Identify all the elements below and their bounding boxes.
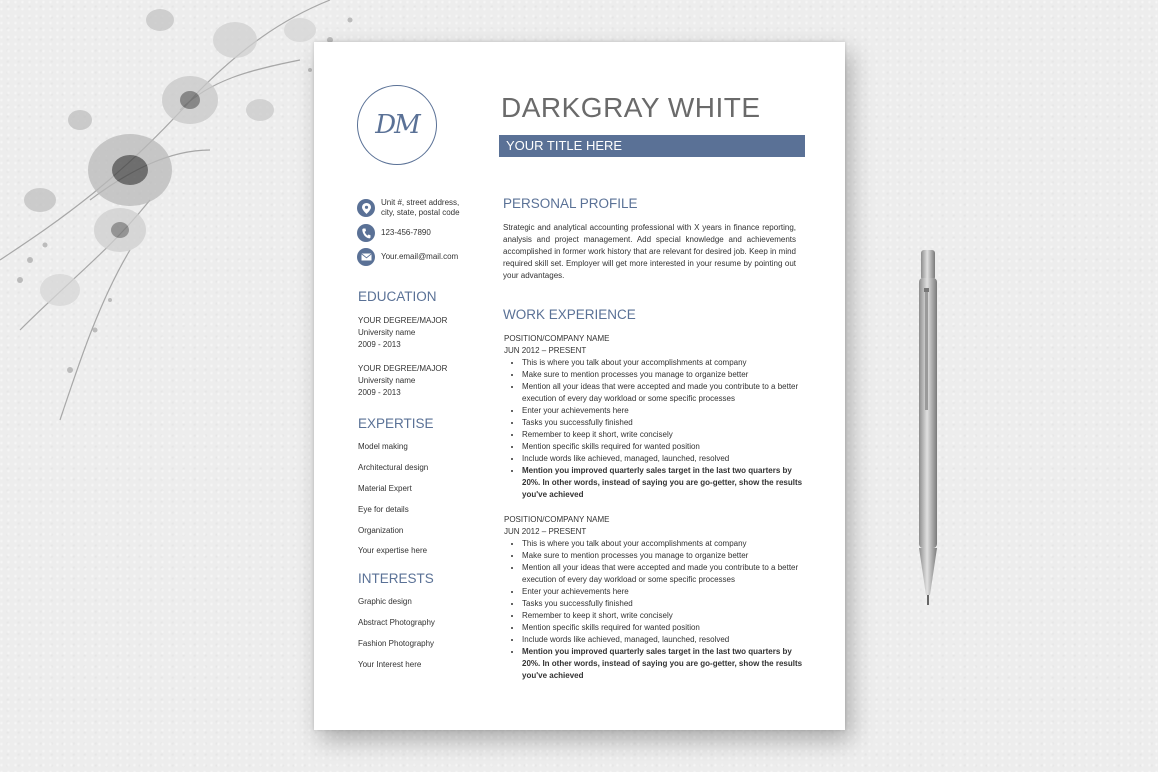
education-school: University name [358, 376, 416, 385]
job-dates: JUN 2012 – PRESENT [504, 346, 587, 355]
resume-title-bar [499, 135, 805, 157]
expertise-item: Eye for details [358, 505, 409, 514]
job-bullet: • Tasks you successfully finished [522, 417, 804, 429]
job-bullet: • This is where you talk about your accomplishments at company [522, 357, 804, 369]
interest-item: Your Interest here [358, 660, 422, 669]
job-position: POSITION/COMPANY NAME [504, 515, 610, 524]
job-bullet: • Mention you improved quarterly sales target in the last two quarters by 20%. In other words, instead of saying you are go-getter, show the results you've achieved [522, 646, 804, 682]
job-dates: JUN 2012 – PRESENT [504, 527, 587, 536]
expertise-heading: EXPERTISE [358, 416, 434, 431]
education-degree: YOUR DEGREE/MAJOR [358, 316, 448, 325]
job-bullet: • Tasks you successfully finished [522, 598, 804, 610]
education-school: University name [358, 328, 416, 337]
expertise-item: Material Expert [358, 484, 412, 493]
resume-title: YOUR TITLE HERE [506, 138, 623, 153]
job-bullets [504, 357, 804, 501]
resume-name: DARKGRAY WHITE [501, 92, 761, 123]
job-position: POSITION/COMPANY NAME [504, 334, 610, 343]
job-bullet: • Mention specific skills required for wanted position [522, 622, 804, 634]
phone-icon [357, 224, 375, 242]
interest-item: Fashion Photography [358, 639, 435, 648]
experience-heading: WORK EXPERIENCE [503, 307, 636, 322]
address-line-1: Unit #, street address, [381, 198, 460, 207]
expertise-item: Organization [358, 526, 404, 535]
email-address: Your.email@mail.com [381, 252, 459, 261]
job-bullet: • Make sure to mention processes you manage to organize better [522, 550, 804, 562]
education-years: 2009 - 2013 [358, 340, 401, 349]
interest-item: Graphic design [358, 597, 412, 606]
expertise-item: Your expertise here [358, 546, 428, 555]
job-entry [504, 333, 804, 501]
job-bullet: • Remember to keep it short, write concisely [522, 429, 804, 441]
expertise-item: Architectural design [358, 463, 429, 472]
job-bullet: • Enter your achievements here [522, 586, 804, 598]
contact-email [357, 248, 487, 266]
job-bullet: • This is where you talk about your accomplishments at company [522, 538, 804, 550]
phone-number: 123-456-7890 [381, 228, 431, 237]
job-bullet: • Include words like achieved, managed, launched, resolved [522, 453, 804, 465]
location-pin-icon [357, 199, 375, 217]
resume-page [314, 42, 845, 730]
pen-decoration [905, 250, 955, 620]
education-entry [358, 315, 447, 351]
job-bullet: • Remember to keep it short, write concisely [522, 610, 804, 622]
job-bullet: • Mention specific skills required for wanted position [522, 441, 804, 453]
interest-item: Abstract Photography [358, 618, 435, 627]
profile-heading: PERSONAL PROFILE [503, 196, 638, 211]
job-bullet: • Make sure to mention processes you manage to organize better [522, 369, 804, 381]
contact-section [357, 198, 487, 272]
education-degree: YOUR DEGREE/MAJOR [358, 364, 448, 373]
job-bullet: • Enter your achievements here [522, 405, 804, 417]
expertise-item: Model making [358, 442, 408, 451]
job-bullets [504, 538, 804, 682]
address-line-2: city, state, postal code [381, 208, 460, 217]
job-bullet: • Mention you improved quarterly sales target in the last two quarters by 20%. In other words, instead of saying you are go-getter, show the results you've achieved [522, 465, 804, 501]
job-bullet: • Mention all your ideas that were accepted and made you contribute to a better execution of every day workload or some specific processes [522, 381, 804, 405]
education-entry [358, 363, 447, 399]
contact-phone [357, 224, 487, 242]
job-bullet: • Include words like achieved, managed, launched, resolved [522, 634, 804, 646]
profile-text: Strategic and analytical accounting professional with X years in finance reporting, analysis and project management. Add special knowledge and achievements accomplished in former work history that are relevant for desired job. Keep in mind required skill set. Employer will get more interested in your resume by pointing out your advantages. [503, 223, 796, 280]
interests-heading: INTERESTS [358, 571, 434, 586]
education-heading: EDUCATION [358, 289, 437, 304]
monogram-logo: DM [357, 85, 437, 165]
job-entry [504, 514, 804, 682]
contact-address [357, 198, 487, 218]
education-years: 2009 - 2013 [358, 388, 401, 397]
envelope-icon [357, 248, 375, 266]
job-bullet: • Mention all your ideas that were accepted and made you contribute to a better execution of every day workload or some specific processes [522, 562, 804, 586]
